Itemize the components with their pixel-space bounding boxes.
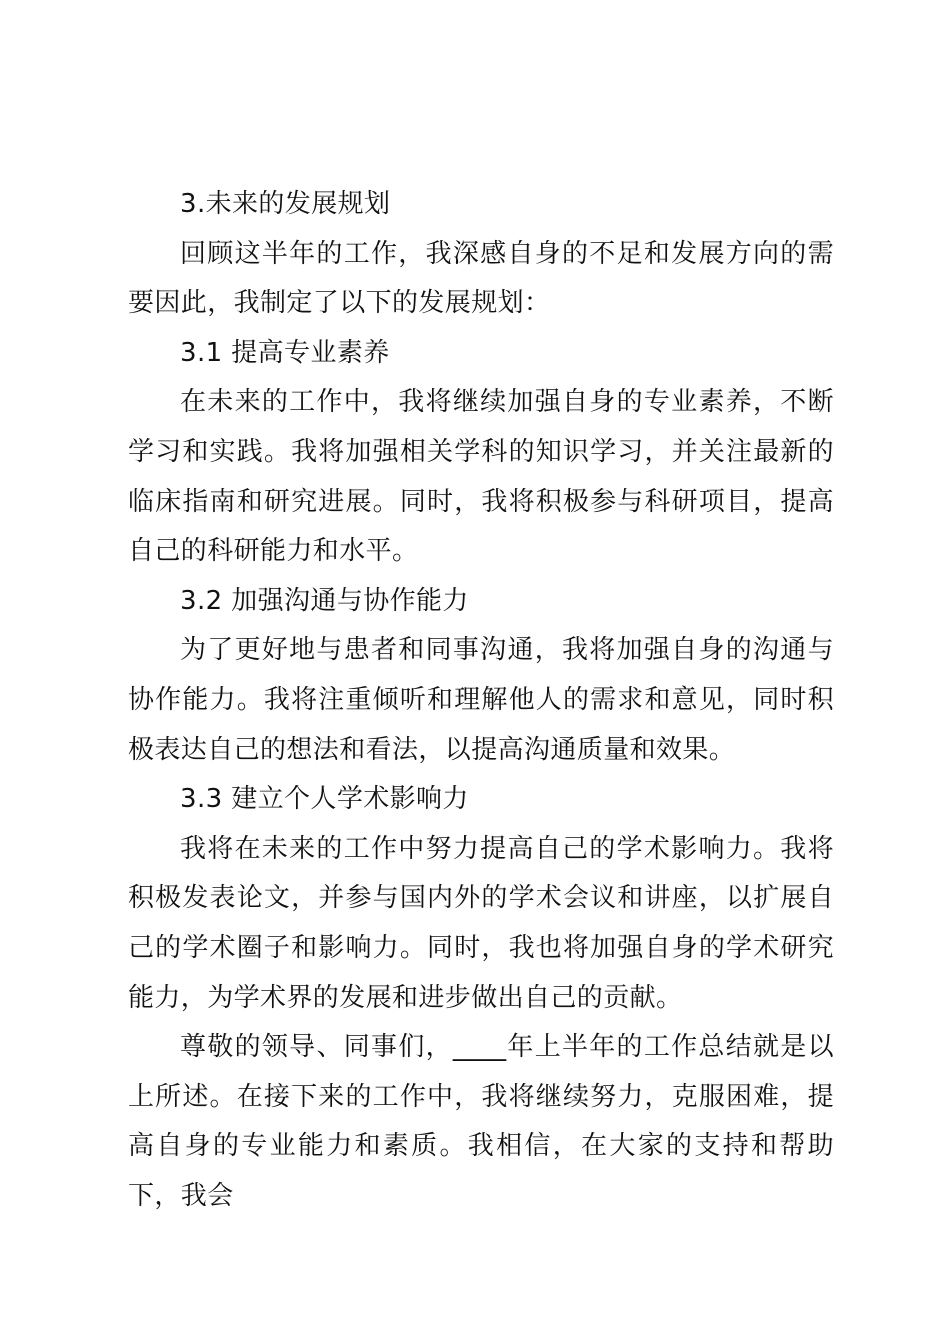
body-paragraph: 我将在未来的工作中努力提高自己的学术影响力。我将积极发表论文，并参与国内外的学术会议和讲座，以扩展自己的学术圈子和影响力。同时，我也将加强自身的学术研究能力，为学术界的发展和进步做出自己的贡献。 bbox=[128, 833, 834, 1013]
closing-paragraph: 尊敬的领导、同事们，____年上半年的工作总结就是以上所述。在接下来的工作中，我将继续努力，克服困难，提高自身的专业能力和素质。我相信，在大家的支持和帮助下，我会 bbox=[128, 1032, 834, 1211]
body-paragraph: 在未来的工作中，我将继续加强自身的专业素养，不断学习和实践。我将加强相关学科的知识学习，并关注最新的临床指南和研究进展。同时，我将积极参与科研项目，提高自己的科研能力和水平。 bbox=[128, 387, 834, 567]
document-body bbox=[128, 180, 834, 1221]
section-heading: 3.未来的发展规划 bbox=[180, 189, 391, 219]
subsection-heading: 3.3 建立个人学术影响力 bbox=[180, 784, 469, 815]
body-paragraph: 为了更好地与患者和同事沟通，我将加强自身的沟通与协作能力。我将注重倾听和理解他人的需求和意见，同时积极表达自己的想法和看法，以提高沟通质量和效果。 bbox=[128, 635, 834, 765]
subsection-heading: 3.2 加强沟通与协作能力 bbox=[180, 585, 469, 616]
subsection-heading: 3.1 提高专业素养 bbox=[180, 337, 390, 368]
body-paragraph: 回顾这半年的工作，我深感自身的不足和发展方向的需要因此，我制定了以下的发展规划： bbox=[128, 238, 834, 319]
